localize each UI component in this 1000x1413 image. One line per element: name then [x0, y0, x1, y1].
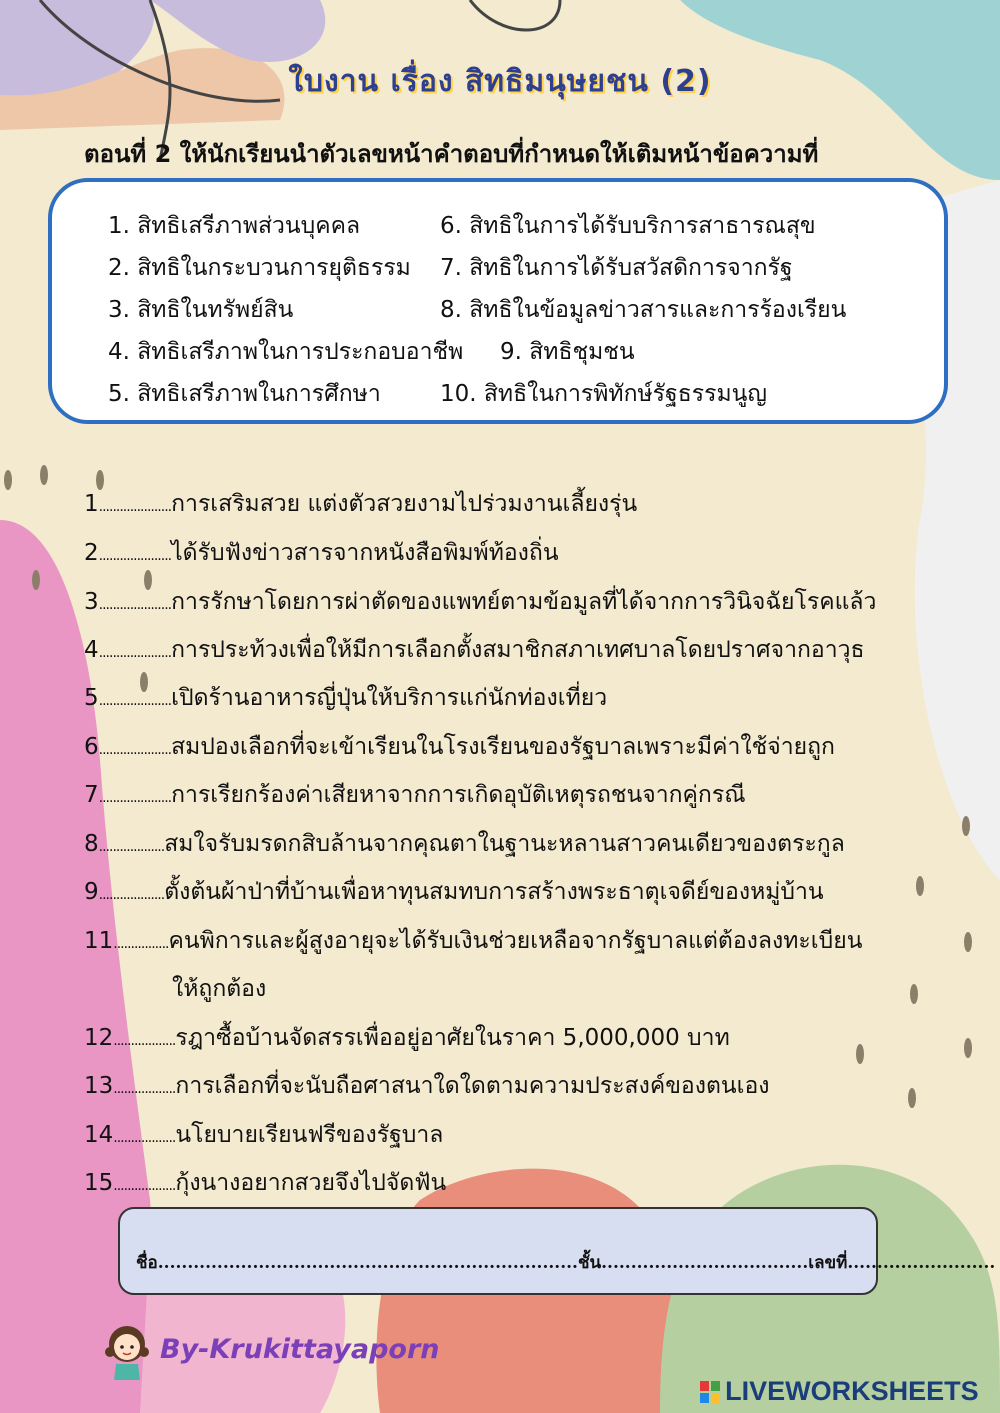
answer-blank[interactable]: ................: [113, 936, 169, 952]
answer-blank[interactable]: .....................: [98, 548, 172, 564]
question-text: ตั้งต้นผ้าป่าที่บ้านเพื่อหาทุนสมทบการสร้างพระธาตุเจดีย์ของหมู่บ้าน: [164, 879, 824, 905]
question-5: [84, 680, 607, 716]
answer-blank[interactable]: .....................: [98, 645, 172, 661]
answer-blank[interactable]: ..................: [113, 1130, 176, 1146]
option-2: 2. สิทธิในกระบวนการยุติธรรม: [108, 255, 411, 281]
answer-blank[interactable]: ..................: [113, 1081, 176, 1097]
question-text: สมใจรับมรดกสิบล้านจากคุณตาในฐานะหลานสาวคนเดียวของตระกูล: [164, 831, 845, 857]
question-number: 15: [84, 1170, 114, 1196]
question-text: สมปองเลือกที่จะเข้าเรียนในโรงเรียนของรัฐบาลเพราะมีค่าใช้จ่ายถูก: [171, 734, 835, 760]
question-text: รฎาซื้อบ้านจัดสรรเพื่ออยู่อาศัยในราคา 5,000,000 บาท: [175, 1025, 730, 1051]
question-number: 2: [84, 540, 99, 566]
instruction-text: ตอนที่ 2 ให้นักเรียนนำตัวเลขหน้าคำตอบที่กำหนดให้เติมหน้าข้อความที่: [84, 140, 819, 168]
question-3: [84, 584, 876, 620]
option-10: 10. สิทธิในการพิทักษ์รัฐธรรมนูญ: [440, 381, 767, 407]
question-4: [84, 632, 865, 668]
answer-blank[interactable]: .....................: [98, 742, 172, 758]
question-text: คนพิการและผู้สูงอายุจะได้รับเงินช่วยเหลือจากรัฐบาลแต่ต้องลงทะเบียน: [168, 928, 863, 954]
question-text: เปิดร้านอาหารญี่ปุ่นให้บริการแก่นักท่องเที่ยว: [171, 685, 608, 711]
question-13: [84, 1068, 770, 1104]
question-number: 12: [84, 1025, 114, 1051]
question-8: [84, 826, 845, 862]
question-1: [84, 486, 637, 522]
answer-options-box: [48, 178, 948, 424]
question-text: การประท้วงเพื่อให้มีการเลือกตั้งสมาชิกสภาเทศบาลโดยปราศจากอาวุธ: [171, 637, 865, 663]
question-number: 8: [84, 831, 99, 857]
question-11-continuation: ให้ถูกต้อง: [172, 976, 267, 1002]
question-6: [84, 729, 835, 765]
question-11: [84, 923, 862, 959]
question-number: 13: [84, 1073, 114, 1099]
question-text: การเรียกร้องค่าเสียหาจากการเกิดอุบัติเหตุรถชนจากคู่กรณี: [171, 782, 746, 808]
question-number: 6: [84, 734, 99, 760]
option-5: 5. สิทธิเสรีภาพในการศึกษา: [108, 381, 381, 407]
question-number: 5: [84, 685, 99, 711]
question-7: [84, 777, 746, 813]
question-15: [84, 1165, 446, 1201]
option-8: 8. สิทธิในข้อมูลข่าวสารและการร้องเรียน: [440, 297, 847, 323]
liveworksheets-logo: [700, 1376, 979, 1408]
question-text: การเลือกที่จะนับถือศาสนาใดใดตามความประสงค์ของตนเอง: [175, 1073, 770, 1099]
question-text: ได้รับฟังข่าวสารจากหนังสือพิมพ์ท้องถิ่น: [171, 540, 559, 566]
question-number: 3: [84, 589, 99, 615]
option-9: 9. สิทธิชุมชน: [500, 339, 635, 365]
question-number: 14: [84, 1122, 114, 1148]
question-2: [84, 535, 559, 571]
question-number: 11: [84, 928, 114, 954]
answer-blank[interactable]: .....................: [98, 790, 172, 806]
liveworksheets-wordmark: LIVEWORKSHEETS: [725, 1376, 979, 1406]
question-text: นโยบายเรียนฟรีของรัฐบาล: [175, 1122, 444, 1148]
question-number: 7: [84, 782, 99, 808]
page-title: ใบงาน เรื่อง สิทธิมนุษยชน (2): [288, 64, 712, 99]
student-info-box: [118, 1207, 996, 1295]
student-info-line[interactable]: ชื่อ.......................................................................ชั้น...................................เลขที่.........................: [136, 1253, 996, 1273]
option-6: 6. สิทธิในการได้รับบริการสาธารณสุข: [440, 213, 816, 239]
option-1: 1. สิทธิเสรีภาพส่วนบุคคล: [108, 213, 361, 239]
option-7: 7. สิทธิในการได้รับสวัสดิการจากรัฐ: [440, 255, 793, 281]
answer-blank[interactable]: .....................: [98, 499, 172, 515]
girl-avatar-icon: [100, 1320, 154, 1380]
question-text: กุ้งนางอยากสวยจึงไปจัดฟัน: [175, 1170, 447, 1196]
question-12: [84, 1020, 730, 1056]
question-text: การเสริมสวย แต่งตัวสวยงามไปร่วมงานเลี้ยงรุ่น: [171, 491, 638, 517]
answer-blank[interactable]: ..................: [113, 1033, 176, 1049]
option-4: 4. สิทธิเสรีภาพในการประกอบอาชีพ: [108, 339, 464, 365]
author-credit: By-Krukittayaporn: [160, 1334, 440, 1365]
answer-blank[interactable]: .....................: [98, 693, 172, 709]
liveworksheets-icon: [700, 1381, 720, 1403]
question-number: 9: [84, 879, 99, 905]
question-number: 4: [84, 637, 99, 663]
option-3: 3. สิทธิในทรัพย์สิน: [108, 297, 294, 323]
question-9: [84, 874, 824, 910]
question-text: การรักษาโดยการผ่าตัดของแพทย์ตามข้อมูลที่ได้จากการวินิจฉัยโรคแล้ว: [171, 589, 877, 615]
answer-blank[interactable]: ...................: [98, 839, 165, 855]
answer-blank[interactable]: ..................: [113, 1178, 176, 1194]
question-14: [84, 1117, 443, 1153]
question-number: 1: [84, 491, 99, 517]
answer-blank[interactable]: ...................: [98, 887, 165, 903]
answer-blank[interactable]: .....................: [98, 597, 172, 613]
